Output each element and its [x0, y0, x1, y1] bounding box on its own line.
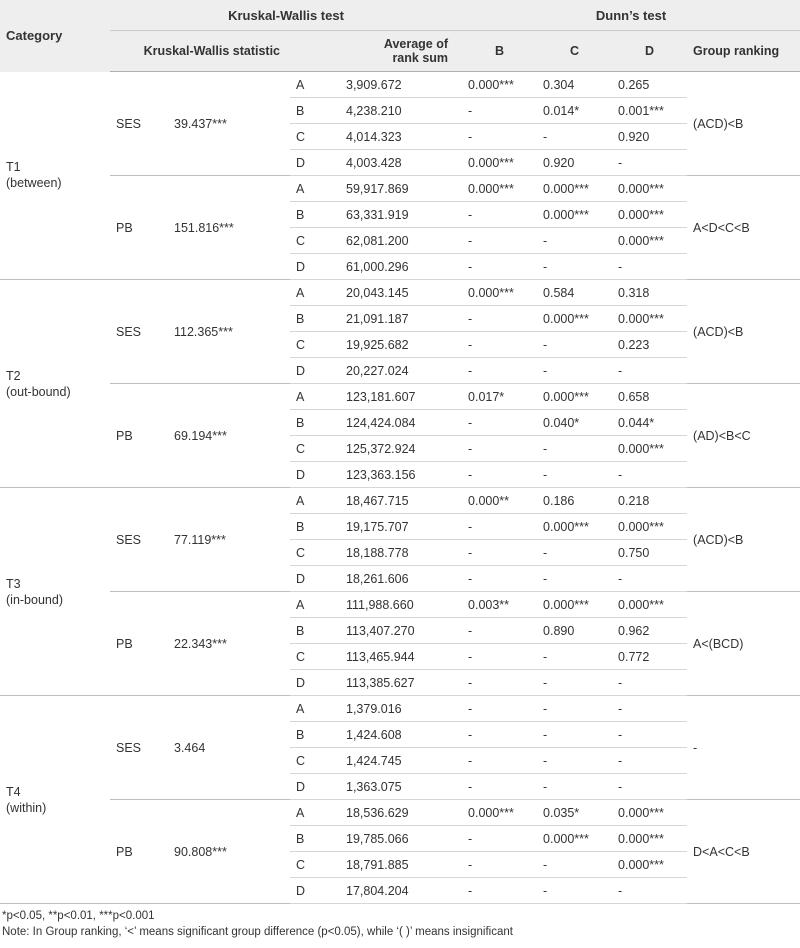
dunn-d: 0.000***: [612, 800, 687, 826]
group-id: C: [290, 124, 340, 150]
table-body: [0, 72, 800, 904]
avg-rank-sum: 63,331.919: [340, 202, 462, 228]
group-id: C: [290, 332, 340, 358]
table-row: [0, 696, 800, 722]
kw-statistic: 151.816***: [168, 176, 290, 280]
header-col-d: D: [612, 31, 687, 72]
dunn-c: -: [537, 774, 612, 800]
dunn-d: 0.001***: [612, 98, 687, 124]
header-kw-statistic: Kruskal-Wallis statistic: [110, 31, 290, 72]
group-ranking: (ACD)<B: [687, 72, 800, 176]
dunn-c: -: [537, 540, 612, 566]
avg-rank-sum: 4,014.323: [340, 124, 462, 150]
table-notes: [0, 904, 800, 940]
avg-rank-sum: 1,363.075: [340, 774, 462, 800]
avg-rank-sum: 20,227.024: [340, 358, 462, 384]
dunn-d: 0.265: [612, 72, 687, 98]
avg-rank-sum: 123,181.607: [340, 384, 462, 410]
dunn-b: 0.003**: [462, 592, 537, 618]
significance-note: *p<0.05, **p<0.01, ***p<0.001: [2, 910, 155, 922]
group-id: D: [290, 254, 340, 280]
dunn-b: 0.000***: [462, 800, 537, 826]
dunn-c: 0.000***: [537, 514, 612, 540]
group-id: D: [290, 150, 340, 176]
avg-rank-sum: 113,407.270: [340, 618, 462, 644]
dunn-b: -: [462, 410, 537, 436]
dunn-c: -: [537, 228, 612, 254]
dunn-b: -: [462, 722, 537, 748]
avg-rank-sum: 3,909.672: [340, 72, 462, 98]
dunn-b: 0.000***: [462, 280, 537, 306]
avg-rank-sum: 18,536.629: [340, 800, 462, 826]
dunn-c: 0.000***: [537, 176, 612, 202]
category-label: T4 (within): [0, 696, 110, 904]
ranking-note: Note: In Group ranking, ‘<’ means significant group difference (p<0.05), while ‘( )’ means insignificant: [2, 926, 513, 938]
group-label: PB: [110, 592, 168, 696]
avg-rank-sum: 124,424.084: [340, 410, 462, 436]
dunn-d: -: [612, 774, 687, 800]
group-id: A: [290, 800, 340, 826]
dunn-d: 0.000***: [612, 514, 687, 540]
avg-rank-sum: 61,000.296: [340, 254, 462, 280]
dunn-c: -: [537, 696, 612, 722]
header-group-ranking: Group ranking: [687, 31, 800, 72]
dunn-b: -: [462, 878, 537, 904]
dunn-c: -: [537, 644, 612, 670]
group-id: D: [290, 566, 340, 592]
avg-rank-sum: 18,467.715: [340, 488, 462, 514]
header-dunns-test: Dunn’s test: [462, 0, 800, 31]
group-id: D: [290, 670, 340, 696]
kw-statistic: 77.119***: [168, 488, 290, 592]
dunn-b: -: [462, 696, 537, 722]
dunn-b: -: [462, 826, 537, 852]
group-ranking: (AD)<B<C: [687, 384, 800, 488]
dunn-c: 0.035*: [537, 800, 612, 826]
dunn-c: -: [537, 436, 612, 462]
dunn-d: 0.000***: [612, 228, 687, 254]
dunn-d: 0.000***: [612, 176, 687, 202]
dunn-c: -: [537, 748, 612, 774]
avg-rank-sum: 1,379.016: [340, 696, 462, 722]
kw-statistic: 3.464: [168, 696, 290, 800]
dunn-b: -: [462, 566, 537, 592]
group-id: A: [290, 384, 340, 410]
kw-statistic: 22.343***: [168, 592, 290, 696]
dunn-c: 0.040*: [537, 410, 612, 436]
group-id: A: [290, 488, 340, 514]
group-id: B: [290, 618, 340, 644]
dunn-b: -: [462, 462, 537, 488]
table-header: [0, 0, 800, 72]
group-id: A: [290, 72, 340, 98]
dunn-b: -: [462, 670, 537, 696]
header-avg-rank-sum: Average of rank sum: [290, 31, 462, 72]
dunn-d: 0.000***: [612, 852, 687, 878]
dunn-c: -: [537, 852, 612, 878]
dunn-c: -: [537, 462, 612, 488]
dunn-d: 0.000***: [612, 202, 687, 228]
dunn-c: 0.000***: [537, 826, 612, 852]
avg-rank-sum: 1,424.608: [340, 722, 462, 748]
avg-rank-sum: 17,804.204: [340, 878, 462, 904]
category-label: T2 (out-bound): [0, 280, 110, 488]
group-id: A: [290, 280, 340, 306]
dunn-d: 0.772: [612, 644, 687, 670]
dunn-c: 0.186: [537, 488, 612, 514]
dunn-d: -: [612, 566, 687, 592]
avg-rank-sum: 4,003.428: [340, 150, 462, 176]
table-row: [0, 384, 800, 410]
dunn-c: -: [537, 566, 612, 592]
kw-statistic: 69.194***: [168, 384, 290, 488]
group-id: B: [290, 98, 340, 124]
avg-rank-sum: 19,785.066: [340, 826, 462, 852]
dunn-b: -: [462, 436, 537, 462]
group-id: C: [290, 436, 340, 462]
dunn-b: -: [462, 306, 537, 332]
kw-statistic: 39.437***: [168, 72, 290, 176]
group-id: B: [290, 306, 340, 332]
kw-statistic: 90.808***: [168, 800, 290, 904]
avg-rank-sum: 62,081.200: [340, 228, 462, 254]
avg-rank-sum: 21,091.187: [340, 306, 462, 332]
avg-rank-sum: 125,372.924: [340, 436, 462, 462]
avg-rank-sum: 123,363.156: [340, 462, 462, 488]
dunn-d: 0.000***: [612, 306, 687, 332]
group-ranking: D<A<C<B: [687, 800, 800, 904]
dunn-d: 0.750: [612, 540, 687, 566]
dunn-d: 0.658: [612, 384, 687, 410]
avg-rank-sum: 59,917.869: [340, 176, 462, 202]
dunn-b: 0.000***: [462, 150, 537, 176]
group-id: D: [290, 358, 340, 384]
dunn-d: -: [612, 150, 687, 176]
group-label: PB: [110, 800, 168, 904]
group-id: C: [290, 644, 340, 670]
avg-rank-sum: 111,988.660: [340, 592, 462, 618]
avg-rank-sum: 18,188.778: [340, 540, 462, 566]
dunn-d: 0.962: [612, 618, 687, 644]
group-id: A: [290, 176, 340, 202]
table-row: [0, 280, 800, 306]
dunn-c: 0.000***: [537, 306, 612, 332]
group-id: D: [290, 878, 340, 904]
group-id: C: [290, 228, 340, 254]
dunn-b: -: [462, 254, 537, 280]
header-kruskal-wallis-test: Kruskal-Wallis test: [110, 0, 462, 31]
group-id: A: [290, 592, 340, 618]
group-ranking: (ACD)<B: [687, 280, 800, 384]
group-label: SES: [110, 280, 168, 384]
table-row: [0, 72, 800, 98]
dunn-c: 0.000***: [537, 202, 612, 228]
header-col-b: B: [462, 31, 537, 72]
group-label: PB: [110, 176, 168, 280]
group-id: C: [290, 540, 340, 566]
dunn-b: -: [462, 618, 537, 644]
dunn-b: -: [462, 98, 537, 124]
avg-rank-sum: 19,925.682: [340, 332, 462, 358]
group-id: B: [290, 722, 340, 748]
dunn-c: -: [537, 358, 612, 384]
dunn-c: -: [537, 722, 612, 748]
group-id: C: [290, 852, 340, 878]
kw-statistic: 112.365***: [168, 280, 290, 384]
group-ranking: -: [687, 696, 800, 800]
dunn-b: -: [462, 358, 537, 384]
group-label: PB: [110, 384, 168, 488]
avg-rank-sum: 1,424.745: [340, 748, 462, 774]
avg-rank-sum: 18,261.606: [340, 566, 462, 592]
dunn-b: -: [462, 202, 537, 228]
group-id: B: [290, 202, 340, 228]
dunn-b: 0.017*: [462, 384, 537, 410]
group-id: D: [290, 462, 340, 488]
group-id: C: [290, 748, 340, 774]
avg-rank-sum: 18,791.885: [340, 852, 462, 878]
header-col-c: C: [537, 31, 612, 72]
dunn-d: 0.318: [612, 280, 687, 306]
category-label: T3 (in-bound): [0, 488, 110, 696]
table-row: [0, 800, 800, 826]
dunn-d: 0.920: [612, 124, 687, 150]
avg-rank-sum: 4,238.210: [340, 98, 462, 124]
dunn-c: 0.920: [537, 150, 612, 176]
dunn-b: -: [462, 748, 537, 774]
dunn-b: 0.000***: [462, 176, 537, 202]
dunn-b: -: [462, 774, 537, 800]
dunn-c: 0.584: [537, 280, 612, 306]
dunn-d: 0.000***: [612, 436, 687, 462]
category-label: T1 (between): [0, 72, 110, 280]
group-ranking: (ACD)<B: [687, 488, 800, 592]
dunn-d: 0.223: [612, 332, 687, 358]
avg-rank-sum: 113,385.627: [340, 670, 462, 696]
dunn-b: -: [462, 228, 537, 254]
dunn-d: -: [612, 722, 687, 748]
dunn-c: -: [537, 254, 612, 280]
dunn-c: 0.000***: [537, 384, 612, 410]
table-row: [0, 176, 800, 202]
dunn-c: 0.014*: [537, 98, 612, 124]
dunn-b: 0.000***: [462, 72, 537, 98]
group-id: B: [290, 514, 340, 540]
dunn-b: -: [462, 332, 537, 358]
dunn-d: 0.044*: [612, 410, 687, 436]
dunn-d: 0.000***: [612, 826, 687, 852]
group-id: B: [290, 410, 340, 436]
header-category: Category: [0, 0, 110, 72]
dunn-b: -: [462, 124, 537, 150]
dunn-c: 0.000***: [537, 592, 612, 618]
dunn-b: 0.000**: [462, 488, 537, 514]
dunn-b: -: [462, 540, 537, 566]
table-row: [0, 592, 800, 618]
dunn-c: -: [537, 878, 612, 904]
group-label: SES: [110, 488, 168, 592]
dunn-d: 0.000***: [612, 592, 687, 618]
avg-rank-sum: 20,043.145: [340, 280, 462, 306]
group-label: SES: [110, 72, 168, 176]
group-id: B: [290, 826, 340, 852]
group-ranking: A<(BCD): [687, 592, 800, 696]
dunn-c: 0.890: [537, 618, 612, 644]
dunn-d: -: [612, 358, 687, 384]
dunn-c: -: [537, 124, 612, 150]
dunn-b: -: [462, 644, 537, 670]
group-id: D: [290, 774, 340, 800]
group-ranking: A<D<C<B: [687, 176, 800, 280]
dunn-d: -: [612, 696, 687, 722]
dunn-b: -: [462, 514, 537, 540]
dunn-c: -: [537, 332, 612, 358]
dunn-b: -: [462, 852, 537, 878]
dunn-d: -: [612, 670, 687, 696]
dunn-c: 0.304: [537, 72, 612, 98]
group-label: SES: [110, 696, 168, 800]
avg-rank-sum: 19,175.707: [340, 514, 462, 540]
dunn-d: -: [612, 748, 687, 774]
dunn-d: 0.218: [612, 488, 687, 514]
table-row: [0, 488, 800, 514]
dunn-d: -: [612, 878, 687, 904]
dunn-c: -: [537, 670, 612, 696]
group-id: A: [290, 696, 340, 722]
dunn-d: -: [612, 462, 687, 488]
dunn-d: -: [612, 254, 687, 280]
avg-rank-sum: 113,465.944: [340, 644, 462, 670]
